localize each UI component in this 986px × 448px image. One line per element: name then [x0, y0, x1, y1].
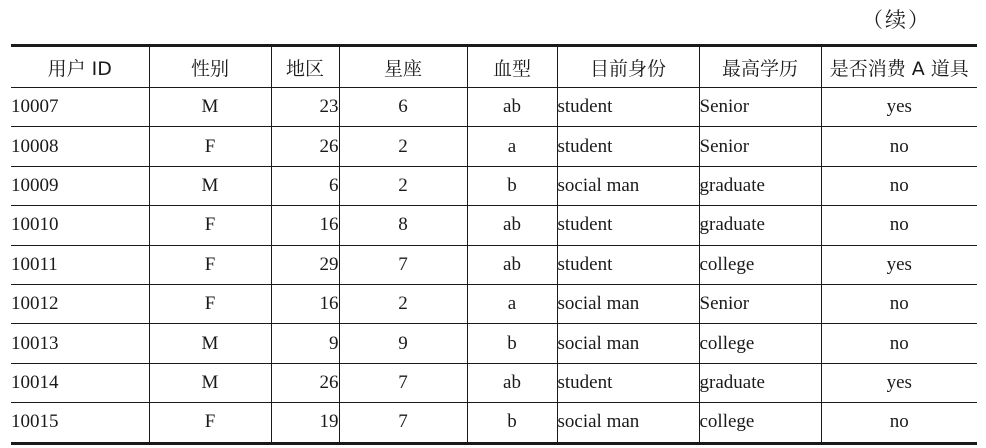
cell-current-identity: social man — [557, 324, 699, 363]
cell-gender: F — [149, 206, 271, 245]
cell-zodiac: 2 — [339, 284, 467, 323]
cell-gender: M — [149, 166, 271, 205]
table-row — [11, 363, 977, 402]
cell-region: 23 — [271, 88, 339, 127]
header-education: 最高学历 — [699, 46, 821, 88]
cell-current-identity: social man — [557, 403, 699, 443]
cell-current-identity: social man — [557, 166, 699, 205]
table-row — [11, 324, 977, 363]
cell-user-id: 10007 — [11, 88, 149, 127]
cell-current-identity: social man — [557, 284, 699, 323]
header-current-identity: 目前身份 — [557, 46, 699, 88]
cell-consumed-item-a: yes — [821, 88, 977, 127]
table-row — [11, 166, 977, 205]
cell-education: graduate — [699, 166, 821, 205]
cell-gender: M — [149, 363, 271, 402]
cell-user-id: 10010 — [11, 206, 149, 245]
cell-user-id: 10013 — [11, 324, 149, 363]
cell-gender: F — [149, 403, 271, 443]
cell-blood-type: ab — [467, 245, 557, 284]
header-gender: 性别 — [149, 46, 271, 88]
cell-region: 16 — [271, 206, 339, 245]
cell-zodiac: 7 — [339, 403, 467, 443]
header-zodiac: 星座 — [339, 46, 467, 88]
cell-gender: F — [149, 245, 271, 284]
cell-current-identity: student — [557, 88, 699, 127]
header-user-id: 用户 ID — [11, 46, 149, 88]
cell-current-identity: student — [557, 245, 699, 284]
cell-region: 9 — [271, 324, 339, 363]
cell-education: college — [699, 245, 821, 284]
cell-gender: M — [149, 324, 271, 363]
cell-education: college — [699, 324, 821, 363]
cell-consumed-item-a: no — [821, 127, 977, 166]
cell-user-id: 10009 — [11, 166, 149, 205]
cell-zodiac: 2 — [339, 166, 467, 205]
cell-education: college — [699, 403, 821, 443]
cell-zodiac: 2 — [339, 127, 467, 166]
table-row — [11, 206, 977, 245]
data-table — [11, 44, 977, 445]
cell-user-id: 10014 — [11, 363, 149, 402]
table-header-row — [11, 46, 977, 88]
cell-education: Senior — [699, 284, 821, 323]
cell-gender: F — [149, 127, 271, 166]
cell-user-id: 10011 — [11, 245, 149, 284]
cell-gender: M — [149, 88, 271, 127]
cell-consumed-item-a: yes — [821, 363, 977, 402]
cell-blood-type: b — [467, 324, 557, 363]
cell-region: 16 — [271, 284, 339, 323]
cell-blood-type: a — [467, 127, 557, 166]
header-consumed-item-a: 是否消费 A 道具 — [821, 46, 977, 88]
cell-consumed-item-a: no — [821, 284, 977, 323]
cell-blood-type: ab — [467, 363, 557, 402]
cell-blood-type: b — [467, 403, 557, 443]
cell-zodiac: 9 — [339, 324, 467, 363]
cell-current-identity: student — [557, 206, 699, 245]
cell-region: 6 — [271, 166, 339, 205]
cell-consumed-item-a: yes — [821, 245, 977, 284]
cell-education: graduate — [699, 206, 821, 245]
cell-current-identity: student — [557, 127, 699, 166]
cell-education: Senior — [699, 127, 821, 166]
cell-region: 29 — [271, 245, 339, 284]
cell-region: 19 — [271, 403, 339, 443]
cell-blood-type: a — [467, 284, 557, 323]
cell-education: graduate — [699, 363, 821, 402]
table-row — [11, 284, 977, 323]
cell-current-identity: student — [557, 363, 699, 402]
cell-region: 26 — [271, 363, 339, 402]
cell-zodiac: 7 — [339, 363, 467, 402]
header-region: 地区 — [271, 46, 339, 88]
cell-user-id: 10012 — [11, 284, 149, 323]
cell-user-id: 10015 — [11, 403, 149, 443]
cell-blood-type: b — [467, 166, 557, 205]
cell-gender: F — [149, 284, 271, 323]
cell-zodiac: 8 — [339, 206, 467, 245]
cell-blood-type: ab — [467, 206, 557, 245]
cell-education: Senior — [699, 88, 821, 127]
table-row — [11, 88, 977, 127]
cell-consumed-item-a: no — [821, 403, 977, 443]
table-row — [11, 245, 977, 284]
cell-consumed-item-a: no — [821, 324, 977, 363]
cell-zodiac: 7 — [339, 245, 467, 284]
table-row — [11, 403, 977, 443]
cell-region: 26 — [271, 127, 339, 166]
cell-blood-type: ab — [467, 88, 557, 127]
cell-consumed-item-a: no — [821, 206, 977, 245]
cell-consumed-item-a: no — [821, 166, 977, 205]
continued-label: （续） — [862, 8, 931, 32]
cell-user-id: 10008 — [11, 127, 149, 166]
cell-zodiac: 6 — [339, 88, 467, 127]
header-blood-type: 血型 — [467, 46, 557, 88]
table-row — [11, 127, 977, 166]
